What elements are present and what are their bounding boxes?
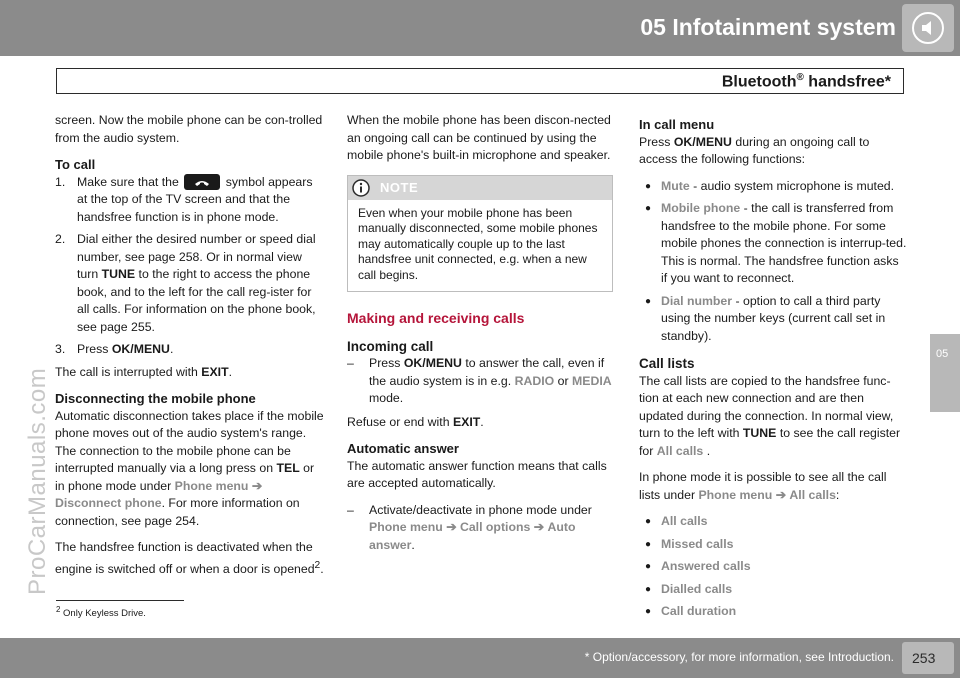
footer-note: * Option/accessory, for more information, see Introduction. — [584, 650, 894, 664]
page-number-box — [902, 642, 954, 674]
list-item: 1. Make sure that the symbol appears at the top of the TV screen and that the handsfree function is in phone mode. — [55, 174, 313, 224]
section-header — [56, 68, 904, 94]
list-item: – Press OK/MENU to answer the call, even if the audio system is in e.g. RADIO or MEDIA mode. — [347, 356, 612, 405]
in-call-menu-heading: In call menu — [639, 117, 715, 132]
call-lists-heading: Call lists — [639, 356, 695, 371]
list-item: ● Answered calls — [645, 559, 751, 573]
note-body: Even when your mobile phone has been manually disconnected, some mobile phones may automatically couple up to the last handsfree unit connected, e.g. when a new call begins. — [358, 205, 598, 282]
paragraph: Automatic disconnection takes place if the mobile phone moves out of the audio system's range. The connection to the mobile phone can be interrupted manually via a long press on TEL or in phone mode under Phone menu ➔ Disconnect phone. For more information on connection, see page 254. — [55, 408, 324, 528]
footnote: $^2$ Only Keyless Drive. — [56, 605, 146, 620]
auto-answer-heading: Automatic answer — [347, 441, 459, 456]
paragraph: When the mobile phone has been discon-nected an ongoing call can be continued by using the mobile phone's built-in microphone and speaker. — [347, 113, 611, 162]
making-calls-heading: Making and receiving calls — [347, 310, 525, 326]
paragraph: Press OK/MENU during an ongoing call to access the following functions: — [639, 134, 870, 166]
footnote-divider — [56, 600, 184, 601]
paragraph: In phone mode it is possible to see all the call lists under Phone menu ➔ All calls: — [639, 470, 887, 502]
steps-list — [55, 174, 325, 359]
paragraph: The call lists are copied to the handsfree func-tion at each new connection and are then updated during the connection. In normal view, turn to the left with TUNE to see the call register for All calls . — [639, 373, 901, 458]
chapter-title: 05 Infotainment system — [640, 14, 896, 40]
speaker-icon — [902, 4, 954, 52]
list-item: 2. Dial either the desired number or speed dial number, see page 258. Or in normal view turn TUNE to the right to access the phone book, and to the left for the call reg-ister for all calls. For information on the phone book, see page 255. — [55, 232, 316, 334]
column-3 — [639, 112, 907, 626]
note-label: NOTE — [380, 179, 419, 195]
to-call-heading: To call — [55, 157, 96, 172]
note-box — [347, 175, 613, 293]
list-item: 3. Press OK/MENU. — [55, 342, 174, 356]
paragraph: The automatic answer function means that calls are accepted automatically. — [347, 458, 607, 490]
paragraph: The handsfree function is deactivated when the engine is switched off or when a door is opened$^2$. — [55, 540, 324, 576]
disconnect-heading: Disconnecting the mobile phone — [55, 391, 256, 406]
column-2 — [347, 112, 613, 560]
list-item: ● Call duration — [645, 604, 737, 618]
list-item: ● Mobile phone - the call is transferred from handsfree to the mobile phone. For some mobile phones the connection is interrup-ted. This is normal. The handsfree function asks if you want to reconnect. — [645, 201, 907, 285]
paragraph: screen. Now the mobile phone can be con-trolled from the audio system. — [55, 113, 323, 145]
paragraph: Refuse or end with EXIT. — [347, 414, 484, 429]
list-item: ● Dialled calls — [645, 581, 733, 596]
list-item: ● Dial number - option to call a third party using the number keys (current call set in standby). — [645, 293, 886, 343]
list-item: ● All calls — [645, 514, 708, 528]
info-icon — [352, 179, 370, 197]
list-item: ● Mute - audio system microphone is muted. — [645, 178, 895, 193]
incoming-call-heading: Incoming call — [347, 338, 434, 354]
chapter-header-bar — [0, 0, 960, 56]
list-item: – Activate/deactivate in phone mode under Phone menu ➔ Call options ➔ Auto answer. — [347, 502, 592, 552]
section-title: Bluetooth® handsfree* — [721, 72, 891, 91]
footer-bar — [0, 638, 960, 678]
page-number: 253 — [912, 650, 936, 666]
phone-icon — [184, 174, 220, 190]
column-1 — [55, 112, 325, 587]
paragraph: The call is interrupted with EXIT. — [55, 364, 233, 379]
chapter-side-tab: 05 — [930, 334, 960, 412]
list-item: ● Missed calls — [645, 536, 734, 551]
watermark: ProCarManuals.com — [24, 367, 51, 595]
